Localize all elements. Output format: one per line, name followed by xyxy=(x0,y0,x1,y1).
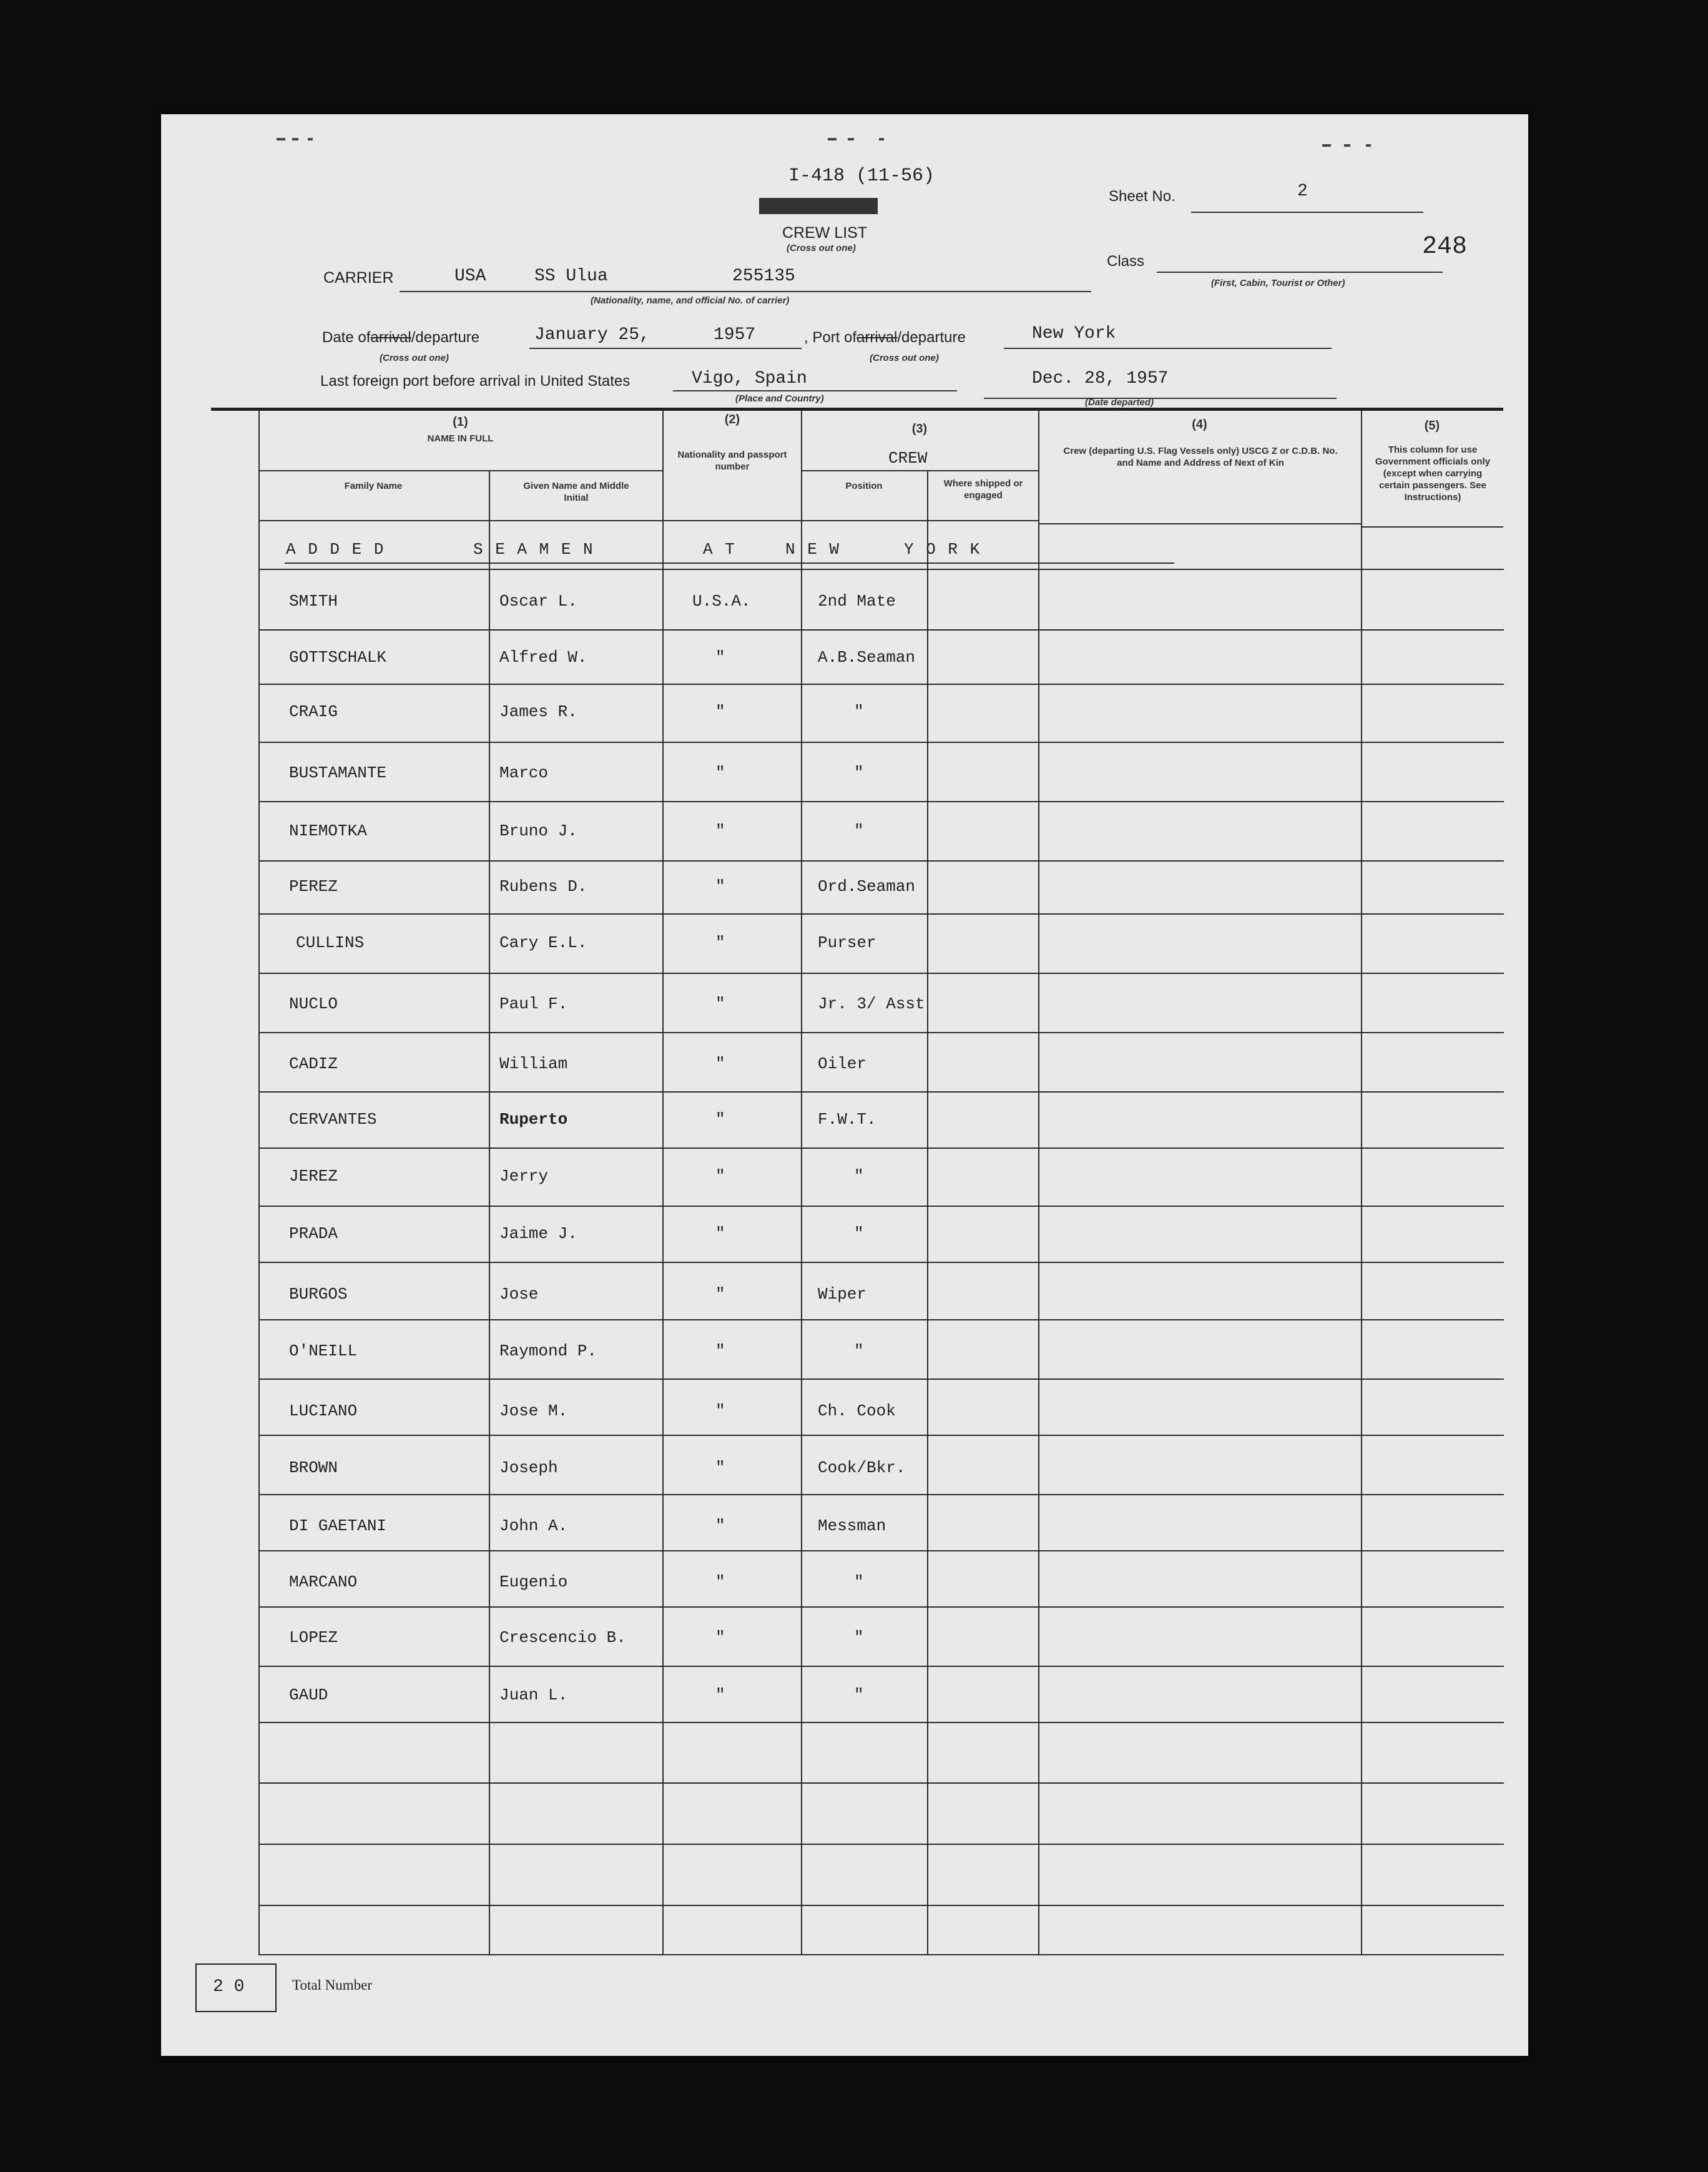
col1b-header: Given Name and Middle Initial xyxy=(523,481,629,503)
given-name: Raymond P. xyxy=(499,1342,597,1360)
last-port-value: Vigo, Spain xyxy=(692,369,807,388)
sheet-label: Sheet No. xyxy=(1109,188,1175,205)
row-rule xyxy=(258,1435,1504,1436)
carrier-nationality: USA xyxy=(454,267,486,286)
date-departed-note: (Date departed) xyxy=(1085,397,1154,408)
class-label: Class xyxy=(1107,253,1145,270)
family-name: LUCIANO xyxy=(289,1402,358,1420)
position: Oiler xyxy=(818,1054,867,1073)
dash-mark xyxy=(879,138,884,140)
date-underline xyxy=(529,348,802,349)
given-name: Crescencio B. xyxy=(499,1628,626,1647)
nationality: " xyxy=(715,1628,725,1647)
given-name: Cary E.L. xyxy=(499,933,587,952)
port-value: New York xyxy=(1032,324,1116,343)
nationality: " xyxy=(715,1167,725,1186)
nationality: " xyxy=(715,1686,725,1704)
nationality: " xyxy=(715,1573,725,1591)
given-name: John A. xyxy=(499,1516,568,1535)
position: " xyxy=(854,1628,864,1647)
nationality: U.S.A. xyxy=(692,592,751,611)
header-rule xyxy=(801,470,1038,471)
position: Jr. 3/ Asst xyxy=(818,995,925,1013)
crossed-heading: PASSENGER LIST xyxy=(759,198,878,214)
class-note: (First, Cabin, Tourist or Other) xyxy=(1211,278,1345,288)
row-rule xyxy=(258,973,1504,974)
form-number: I-418 (11-56) xyxy=(788,165,935,187)
carrier-label: CARRIER xyxy=(323,269,394,287)
date-month-day: January 25, xyxy=(534,325,650,345)
given-name: William xyxy=(499,1054,568,1073)
row-rule xyxy=(258,1905,1504,1906)
position: F.W.T. xyxy=(818,1110,876,1129)
row-rule xyxy=(258,1550,1504,1551)
class-underline xyxy=(1157,272,1443,273)
family-name: SMITH xyxy=(289,592,338,611)
total-number-value: 2 0 xyxy=(213,1977,245,1997)
date-departed-underline xyxy=(984,398,1337,399)
family-name: PEREZ xyxy=(289,877,338,896)
banner-word: S E A M E N xyxy=(473,540,594,559)
nationality: " xyxy=(715,822,725,840)
stamp-number: 248 xyxy=(1422,233,1468,261)
family-name: PRADA xyxy=(289,1224,338,1243)
family-name: BUSTAMANTE xyxy=(289,764,387,782)
given-name: Marco xyxy=(499,764,549,782)
dash-mark xyxy=(1344,144,1350,147)
row-rule xyxy=(258,860,1504,862)
total-number-label: Total Number xyxy=(292,1977,373,1993)
family-name: DI GAETANI xyxy=(289,1516,387,1535)
family-name: GAUD xyxy=(289,1686,328,1704)
given-name: Juan L. xyxy=(499,1686,568,1704)
banner-word: Y O R K xyxy=(904,540,981,559)
banner-underline xyxy=(285,563,1174,564)
col2-title: Nationality and passport number xyxy=(677,450,787,472)
port-underline xyxy=(1004,348,1332,349)
banner-word: A T xyxy=(703,540,736,559)
family-name: GOTTSCHALK xyxy=(289,648,387,667)
position: Cook/Bkr. xyxy=(818,1458,906,1477)
family-name: NIEMOTKA xyxy=(289,822,367,840)
row-rule xyxy=(258,1494,1504,1495)
family-name: NUCLO xyxy=(289,995,338,1013)
banner-word: N E W xyxy=(785,540,841,559)
position: Wiper xyxy=(818,1285,867,1304)
dash-mark xyxy=(1322,144,1331,147)
col2-number: (2) xyxy=(724,413,740,426)
position: " xyxy=(854,702,864,721)
row-rule xyxy=(258,801,1504,802)
carrier-number: 255135 xyxy=(732,267,795,286)
col1a-header: Family Name xyxy=(344,481,403,491)
nationality: " xyxy=(715,764,725,782)
row-rule xyxy=(258,1378,1504,1380)
form-title: CREW LIST xyxy=(782,224,868,242)
dash-mark xyxy=(292,138,298,140)
given-name: Paul F. xyxy=(499,995,568,1013)
date-year: 1957 xyxy=(714,325,756,345)
row-rule xyxy=(258,1666,1504,1667)
dash-mark xyxy=(308,138,313,140)
position: 2nd Mate xyxy=(818,592,896,611)
given-name: Oscar L. xyxy=(499,592,577,611)
family-name: LOPEZ xyxy=(289,1628,338,1647)
row-rule xyxy=(258,1091,1504,1093)
row-rule xyxy=(258,1954,1504,1955)
position: " xyxy=(854,764,864,782)
position: " xyxy=(854,1224,864,1243)
header-rule xyxy=(1038,523,1362,524)
nationality: " xyxy=(715,1402,725,1420)
sheet-value: 2 xyxy=(1297,182,1308,201)
nationality: " xyxy=(715,1285,725,1304)
port-note: (Cross out one) xyxy=(870,353,939,363)
col5-number: (5) xyxy=(1424,419,1440,433)
given-name: Jaime J. xyxy=(499,1224,577,1243)
col1-number: (1) xyxy=(453,415,468,429)
col4-title: Crew (departing U.S. Flag Vessels only) USCG Z or C.D.B. No. and Name and Address of Next of Kin xyxy=(1063,446,1338,468)
nationality: " xyxy=(715,877,725,896)
header-rule xyxy=(1361,526,1503,528)
position: " xyxy=(854,1342,864,1360)
port-label: , Port ofarrival/departure xyxy=(804,329,966,346)
dash-mark xyxy=(828,138,837,140)
col3a-header: Position xyxy=(845,481,883,491)
col3-title: CREW xyxy=(888,449,928,468)
row-rule xyxy=(258,1782,1504,1784)
date-note: (Cross out one) xyxy=(380,353,449,363)
given-name: Jerry xyxy=(499,1167,549,1186)
given-name: James R. xyxy=(499,702,577,721)
col3-number: (3) xyxy=(911,422,928,436)
row-rule xyxy=(258,1844,1504,1845)
row-rule xyxy=(258,1606,1504,1608)
row-rule xyxy=(258,684,1504,685)
last-port-underline xyxy=(673,390,957,391)
table-divider xyxy=(489,471,490,1954)
date-departed-value: Dec. 28, 1957 xyxy=(1032,369,1169,388)
last-port-note: (Place and Country) xyxy=(735,393,824,404)
col5-title: This column for use Government officials only (except when carrying certain passengers. See Instructions) xyxy=(1375,445,1491,503)
position: A.B.Seaman xyxy=(818,648,916,667)
family-name: CRAIG xyxy=(289,702,338,721)
given-name: Jose xyxy=(499,1285,539,1304)
family-name: CERVANTES xyxy=(289,1110,377,1129)
position: " xyxy=(854,1573,864,1591)
carrier-underline xyxy=(400,291,1091,292)
family-name: BURGOS xyxy=(289,1285,348,1304)
family-name: CULLINS xyxy=(296,933,365,952)
table-top-rule xyxy=(211,408,1503,411)
family-name: MARCANO xyxy=(289,1573,358,1591)
carrier-name: SS Ulua xyxy=(534,267,608,286)
dash-mark xyxy=(1366,144,1371,147)
nationality: " xyxy=(715,1224,725,1243)
row-rule xyxy=(258,742,1504,743)
row-rule xyxy=(258,1722,1504,1723)
nationality: " xyxy=(715,1342,725,1360)
given-name: Alfred W. xyxy=(499,648,587,667)
given-name: Eugenio xyxy=(499,1573,568,1591)
banner-word: A D D E D xyxy=(286,540,385,559)
row-rule xyxy=(258,1032,1504,1033)
family-name: BROWN xyxy=(289,1458,338,1477)
family-name: O'NEILL xyxy=(289,1342,358,1360)
position: " xyxy=(854,1167,864,1186)
nationality: " xyxy=(715,995,725,1013)
row-rule xyxy=(258,1147,1504,1149)
header-rule xyxy=(258,470,662,471)
header-rule xyxy=(258,520,1039,521)
col3b-header: Where shipped or engaged xyxy=(943,478,1023,501)
nationality: " xyxy=(715,702,725,721)
position: Ord.Seaman xyxy=(818,877,916,896)
dash-mark xyxy=(848,138,854,140)
nationality: " xyxy=(715,933,725,952)
title-note: (Cross out one) xyxy=(787,243,856,253)
document-page xyxy=(161,114,1528,2056)
given-name: Bruno J. xyxy=(499,822,577,840)
nationality: " xyxy=(715,1054,725,1073)
nationality: " xyxy=(715,648,725,667)
last-port-label: Last foreign port before arrival in United States xyxy=(320,373,631,390)
sheet-underline xyxy=(1191,212,1423,213)
position: " xyxy=(854,822,864,840)
family-name: JEREZ xyxy=(289,1167,338,1186)
given-name: Rubens D. xyxy=(499,877,587,896)
given-name: Jose M. xyxy=(499,1402,568,1420)
row-rule xyxy=(258,1206,1504,1207)
row-rule xyxy=(258,629,1504,631)
row-rule xyxy=(258,1262,1504,1263)
carrier-note: (Nationality, name, and official No. of carrier) xyxy=(591,295,790,306)
date-label: Date ofarrival/departure xyxy=(322,329,480,346)
col4-number: (4) xyxy=(1192,418,1207,431)
table-divider xyxy=(927,471,928,1954)
given-name: Joseph xyxy=(499,1458,558,1477)
position: Messman xyxy=(818,1516,886,1535)
row-rule xyxy=(258,913,1504,915)
position: " xyxy=(854,1686,864,1704)
nationality: " xyxy=(715,1516,725,1535)
row-rule xyxy=(258,569,1504,570)
position: Ch. Cook xyxy=(818,1402,896,1420)
nationality: " xyxy=(715,1110,725,1129)
position: Purser xyxy=(818,933,876,952)
family-name: CADIZ xyxy=(289,1054,338,1073)
row-rule xyxy=(258,1319,1504,1320)
given-name: Ruperto xyxy=(499,1110,568,1129)
total-number-box xyxy=(195,1963,277,2012)
col1-title: NAME IN FULL xyxy=(427,433,494,444)
dash-mark xyxy=(277,138,285,140)
nationality: " xyxy=(715,1458,725,1477)
